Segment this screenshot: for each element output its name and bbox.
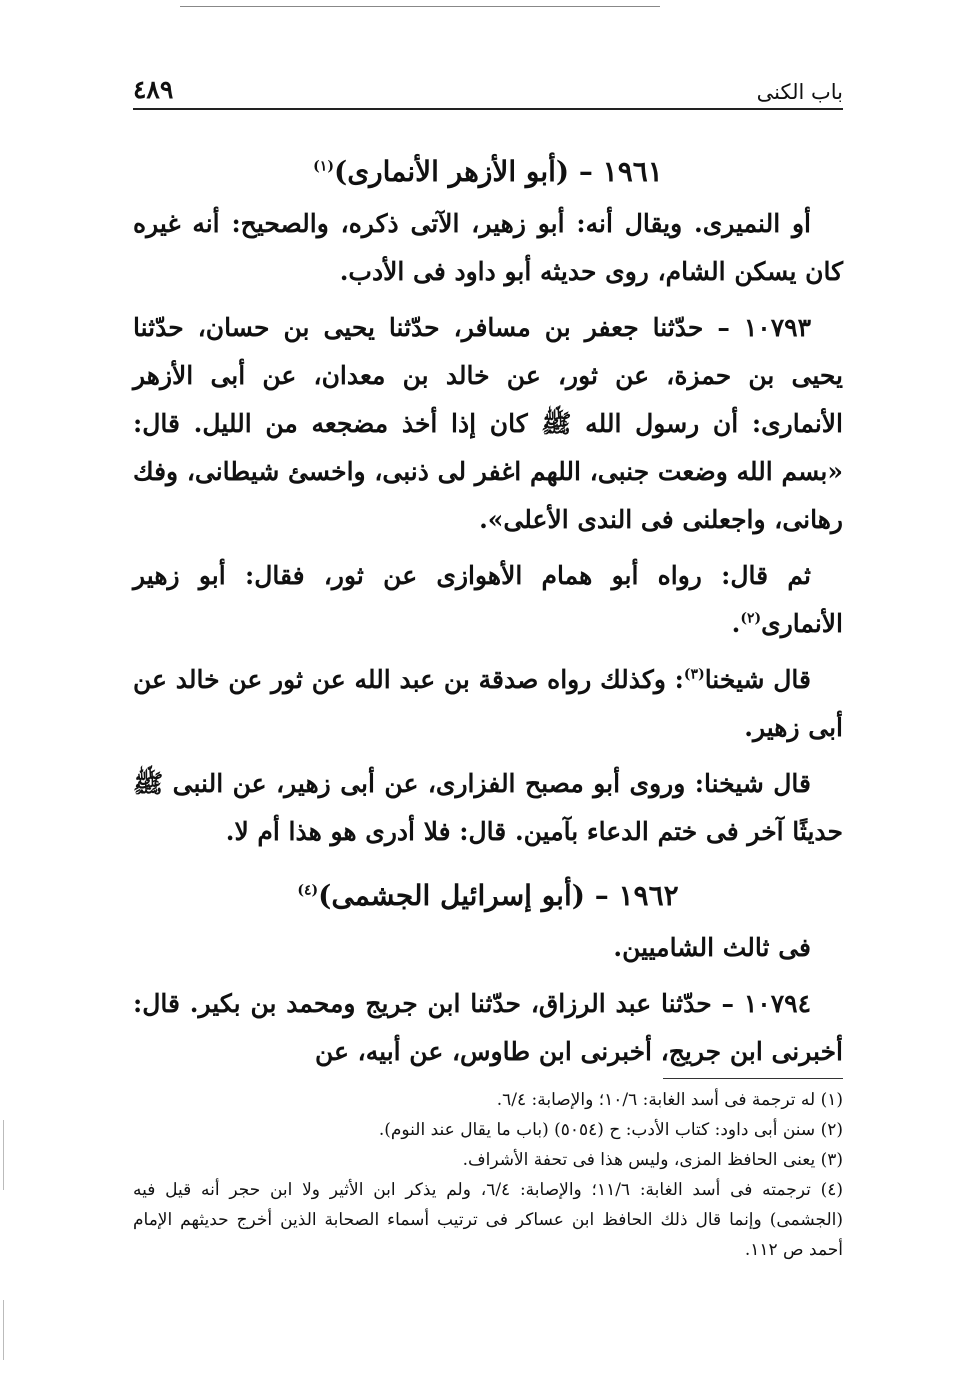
footnote: (٢) سنن أبى داود: كتاب الأدب: ح (٥٠٥٤) (باب ما يقال عند النوم). (378, 1120, 843, 1140)
footnote-ref: (٤) (297, 882, 319, 899)
page-body (133, 148, 843, 1076)
running-head: باب الكنى (756, 80, 843, 104)
footnote-ref: (٢) (740, 610, 762, 627)
paragraph: ثم قال: رواه أبو همام الأهوازى عن ثور، فقال: أبو زهير الأنمارى$^{(٢)}$. (133, 561, 843, 638)
hadith-paragraph: ١٠٧٩٣ – حدّثنا جعفر بن مسافر، حدّثنا يحيى بن حسان، حدّثنا يحيى بن حمزة، عن ثور، عن خالد بن معدان، عن أبى الأزهر الأنمارى: أن رسول الله ﷺ كان إذا أخذ مضجعه من الليل. قال: «بسم الله وضعت جنبى، اللهم اغفر لى ذنبى، واخسئ شيطانى، وفك رهانى، واجعلنى فى الندى الأعلى». (133, 313, 843, 534)
footnote: (٤) ترجمته فى أسد الغابة: ١١/٦؛ والإصابة: ٦/٤، ولم يذكر ابن الأثير ولا ابن حجر أنه قيل فيه (الجشمى) وإنما قال ذلك الحافظ ابن عساكر فى ترتيب أسماء الصحابة الذين أخرج حديثهم الإمام أحمد ص ١١٢. (133, 1180, 844, 1260)
scan-top-rule (180, 6, 660, 7)
entry-title: ١٩٦١ – (أبو الأزهر الأنمارى)$^{(١)}$ (313, 155, 663, 188)
page-number: ٤٨٩ (133, 75, 174, 104)
footnote-ref: (١) (313, 158, 334, 175)
paragraph: أو النميرى. ويقال أنه: أبو زهير، الآتى ذكره، والصحيح: أنه غيره كان يسكن الشام، روى حديثه أبو داود فى الأدب. (133, 209, 843, 286)
hadith-paragraph: ١٠٧٩٤ – حدّثنا عبد الرزاق، حدّثنا ابن جريج ومحمد بن بكير. قال: أخبرنى ابن جريج، أخبرنى ابن طاوس، عن أبيه، عن (133, 989, 843, 1066)
entry-title: ١٩٦٢ – (أبو إسرائيل الجشمى)$^{(٤)}$ (297, 879, 679, 912)
footnotes (133, 1078, 843, 1265)
scan-margin-mark (3, 1300, 4, 1360)
footnote: (١) له ترجمة فى أسد الغابة: ١٠/٦؛ والإصابة: ٦/٤. (496, 1090, 843, 1110)
page-header (133, 60, 843, 110)
paragraph: قال شيخنا: وروى أبو مصبح الفزارى، عن أبى زهير، عن النبى ﷺ حديثًا آخر فى ختم الدعاء بآمين. قال: فلا أدرى هو هذا أم لا. (133, 769, 843, 846)
footnote-divider (663, 1078, 843, 1079)
paragraph: فى ثالث الشاميين. (613, 933, 811, 962)
footnote: (٣) يعنى الحافظ المزى، وليس هذا فى تحفة الأشراف. (462, 1150, 843, 1170)
footnote-ref: (٣) (683, 666, 705, 683)
paragraph: قال شيخنا$^{(٣)}$: وكذلك رواه صدقة بن عبد الله عن ثور عن خالد عن أبى زهير. (133, 665, 843, 742)
scan-margin-mark (3, 1120, 4, 1190)
book-page (133, 60, 843, 1084)
